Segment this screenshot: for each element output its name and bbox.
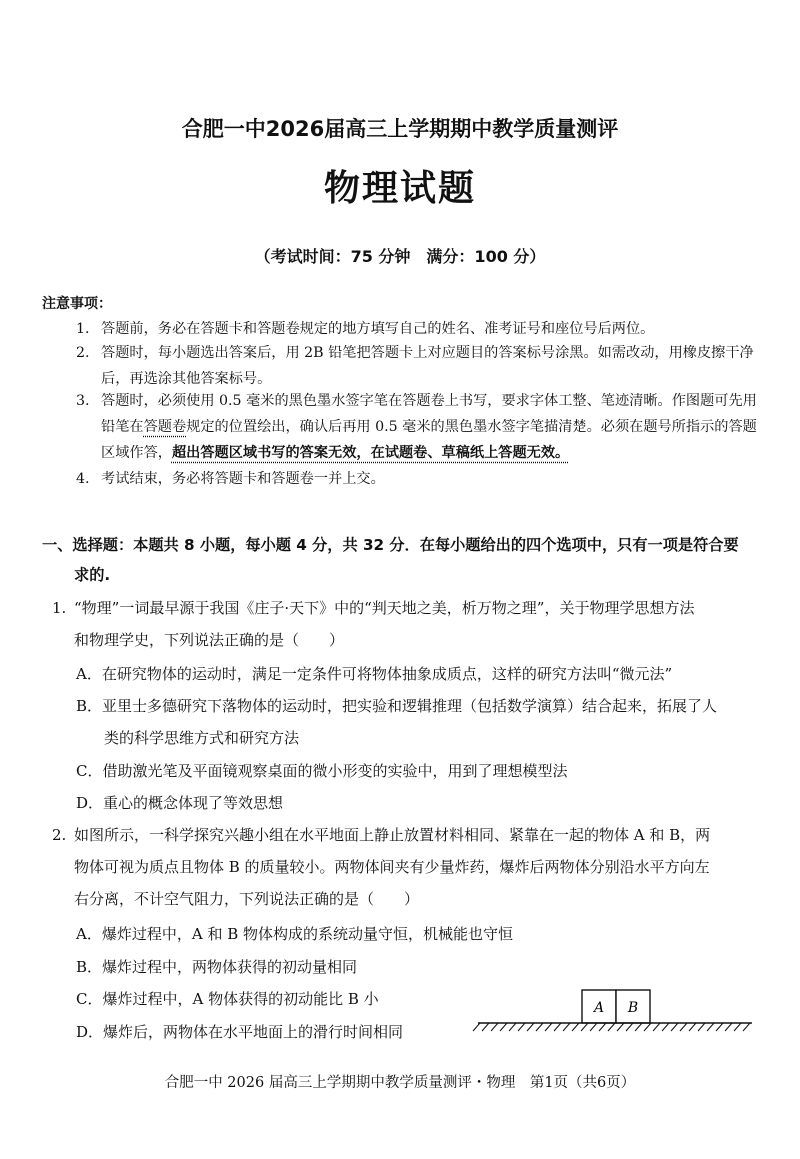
question-stem: 物体可视为质点且物体 B 的质量较小。两物体间夹有少量炸药，爆炸后两物体分别沿水平方向左 [74,858,710,876]
exam-title: 物理试题 [323,168,476,209]
notice-number: 1. [76,321,90,337]
hatch-stroke [491,1023,498,1031]
hatch-stroke [563,1023,570,1031]
notice-text: 考试结束，务必将答题卡和答题卷一并上交。 [101,471,385,487]
notice-item-3 [76,388,766,466]
notice-text-part: 答题时，必须使用 0.5 毫米的黑色墨水签字笔在答题卷上书写，要求字体工整、笔迹清晰。作图题可先用铅笔在 [101,393,757,435]
notice-item-2 [76,340,766,392]
notice-item-1 [76,316,766,342]
option-text: 爆炸后，两物体在水平地面上的滑行时间相同 [103,1023,404,1041]
hatch-stroke [473,1023,480,1031]
option-a [76,918,513,950]
option-d [76,1016,403,1048]
option-label: B． [76,697,103,715]
exam-header: 合肥一中2026届高三上学期期中教学质量测评 [181,117,619,141]
option-label: C． [76,762,103,780]
question-number: 1. [52,599,67,617]
ground-hatching [473,1023,750,1031]
section-heading [42,530,762,590]
option-label: D． [76,794,104,812]
option-label: A． [76,925,102,943]
hatch-stroke [572,1023,579,1031]
option-label: D． [76,1023,104,1041]
notice-item-4 [76,466,766,492]
notice-text: 答题前，务必在答题卡和答题卷规定的地方填写自己的姓名、准考证号和座位号后两位。 [101,321,655,337]
hatch-stroke [680,1023,687,1031]
hatch-stroke [554,1023,561,1031]
block-a-label: A [593,1000,605,1016]
hatch-stroke [527,1023,534,1031]
hatch-stroke [725,1023,732,1031]
exam-info: （考试时间：75 分钟 满分：100 分） [254,247,546,266]
hatch-stroke [653,1023,660,1031]
option-text: 重心的概念体现了等效思想 [103,794,284,812]
option-a [76,658,672,690]
hatch-stroke [698,1023,705,1031]
hatch-stroke [590,1023,597,1031]
page-footer: 合肥一中 2026 届高三上学期期中教学质量测评・物理 第1页（共6页） [164,1075,636,1091]
option-b-continued: 类的科学思维方式和研究方法 [104,729,300,747]
hatch-stroke [599,1023,606,1031]
emphasized-term: 答题卷 [143,419,187,435]
question-1 [52,592,66,624]
option-b [76,951,357,983]
option-text: 在研究物体的运动时，满足一定条件可将物体抽象成质点，这样的研究方法叫“微元法” [101,665,673,683]
hatch-stroke [581,1023,588,1031]
hatch-stroke [617,1023,624,1031]
option-label: B． [76,958,103,976]
emphasized-warning: 超出答题区域书写的答案无效，在试题卷、草稿纸上答题无效。 [171,445,570,461]
section-heading-line: 求的. [74,566,111,584]
question-2 [52,819,66,851]
hatch-stroke [608,1023,615,1031]
question-stem: 右分离，不计空气阻力，下列说法正确的是（ ） [74,890,420,908]
hatch-stroke [644,1023,651,1031]
option-label: C． [76,990,103,1008]
hatch-stroke [662,1023,669,1031]
hatch-stroke [671,1023,678,1031]
notice-text [101,388,766,466]
hatch-stroke [707,1023,714,1031]
hatch-stroke [734,1023,741,1031]
hatch-stroke [626,1023,633,1031]
hatch-stroke [635,1023,642,1031]
hatch-stroke [500,1023,507,1031]
hatch-stroke [689,1023,696,1031]
hatch-stroke [509,1023,516,1031]
notice-text-part: 规定的位置绘出，确认后再用 0.5 毫米的黑色墨水签字笔描清楚。必须在题号所指示的答题区域作答， [101,419,757,461]
hatch-stroke [536,1023,543,1031]
question-stem: “物理”一词最早源于我国《庄子·天下》中的“判天地之美，析万物之理”，关于物理学思想方法 [74,599,695,617]
notice-heading: 注意事项： [42,296,112,312]
notice-text: 答题时，每小题选出答案后，用 2B 铅笔把答题卡上对应题目的答案标号涂黑。如需改动，用橡皮擦干净后，再选涂其他答案标号。 [101,345,754,387]
hatch-stroke [743,1023,750,1031]
block-b-label: B [627,1000,639,1016]
option-b [76,690,717,722]
hatch-stroke [716,1023,723,1031]
option-text: 爆炸过程中，A 和 B 物体构成的系统动量守恒，机械能也守恒 [101,925,514,943]
option-text: 亚里士多德研究下落物体的运动时，把实验和逻辑推理（包括数学演算）结合起来，拓展了人 [102,697,718,715]
option-text: 借助激光笔及平面镜观察桌面的微小形变的实验中，用到了理想模型法 [102,762,568,780]
option-label: A． [76,665,102,683]
question-number: 2. [52,826,67,844]
hatch-stroke [518,1023,525,1031]
hatch-stroke [482,1023,489,1031]
notice-number: 3. [76,393,90,409]
notice-number: 4. [76,471,90,487]
option-text: 爆炸过程中，两物体获得的初动量相同 [102,958,358,976]
question-stem: 如图所示，一科学探究兴趣小组在水平地面上静止放置材料相同、紧靠在一起的物体 A 和 B，两 [74,826,711,844]
option-c [76,983,379,1015]
option-c [76,755,568,787]
hatch-stroke [545,1023,552,1031]
option-text: 爆炸过程中，A 物体获得的初动能比 B 小 [102,990,379,1008]
option-d [76,787,283,819]
notice-number: 2. [76,345,90,361]
blocks-on-ground-figure [470,985,760,1035]
question-stem: 和物理学史，下列说法正确的是（ ） [74,631,345,649]
section-heading-line: 一、选择题：本题共 8 小题，每小题 4 分，共 32 分．在每小题给出的四个选项中，只有一项是符合要 [42,536,739,554]
